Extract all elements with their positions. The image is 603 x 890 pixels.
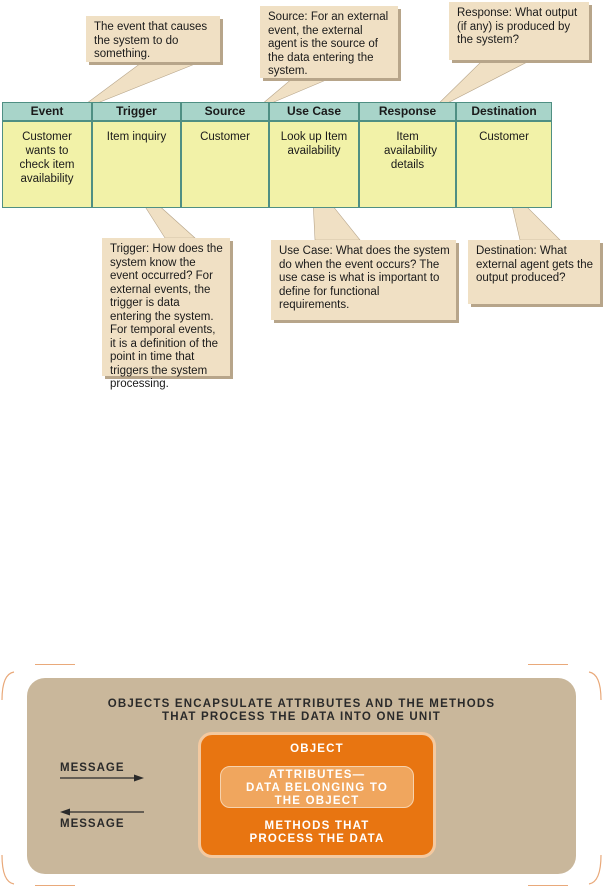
header-source: Source bbox=[181, 102, 269, 121]
source-callout bbox=[260, 6, 398, 78]
cell-use-case: Look up Item availability bbox=[269, 121, 359, 208]
table-header-row bbox=[2, 102, 552, 121]
cell-event: Customer wants to check item availability bbox=[2, 121, 92, 208]
cell-response: Item availability details bbox=[359, 121, 456, 208]
header-use-case: Use Case bbox=[269, 102, 359, 121]
use-case-callout-text: Use Case: What does the system do when the event occurs? The use case is what is important to define for functional requirements. bbox=[279, 245, 450, 311]
header-response: Response bbox=[359, 102, 456, 121]
object-panel-title bbox=[27, 698, 576, 724]
response-callout-text: Response: What output (if any) is produced by the system? bbox=[457, 7, 578, 46]
methods-line1: METHODS THAT bbox=[264, 820, 370, 832]
trigger-callout-text: Trigger: How does the system know the event occurred? For external events, the trigger is data entering the system. For temporal events, it is a definition of the point in time that triggers the system processing. bbox=[110, 243, 223, 390]
use-case-callout bbox=[271, 240, 456, 320]
event-callout bbox=[86, 16, 220, 62]
source-callout-text: Source: For an external event, the external agent is the source of the data entering the system. bbox=[268, 11, 389, 77]
header-trigger: Trigger bbox=[92, 102, 181, 121]
trigger-callout bbox=[102, 238, 230, 390]
methods-text bbox=[198, 820, 436, 846]
cell-source: Customer bbox=[181, 121, 269, 208]
table-row bbox=[2, 121, 552, 208]
cell-destination: Customer bbox=[456, 121, 552, 208]
response-callout bbox=[449, 2, 589, 60]
panel-title-line2: THAT PROCESS THE DATA INTO ONE UNIT bbox=[161, 711, 442, 723]
attributes-line1: ATTRIBUTES— bbox=[268, 769, 366, 781]
message-in-arrow-icon bbox=[58, 773, 148, 783]
attributes-line2: DATA BELONGING TO bbox=[246, 782, 388, 794]
methods-line2: PROCESS THE DATA bbox=[249, 833, 385, 845]
header-destination: Destination bbox=[456, 102, 552, 121]
event-table bbox=[2, 102, 552, 208]
cell-trigger: Item inquiry bbox=[92, 121, 181, 208]
object-label: OBJECT bbox=[290, 743, 344, 755]
message-in-label: MESSAGE bbox=[60, 762, 125, 774]
destination-callout-text: Destination: What external agent gets the output produced? bbox=[476, 245, 593, 284]
panel-title-line1: OBJECTS ENCAPSULATE ATTRIBUTES AND THE METHODS bbox=[107, 698, 496, 710]
attributes-line3: THE OBJECT bbox=[274, 795, 360, 807]
message-out-label: MESSAGE bbox=[60, 818, 125, 830]
attributes-text bbox=[220, 769, 414, 808]
event-callout-text: The event that causes the system to do something. bbox=[94, 21, 208, 60]
header-event: Event bbox=[2, 102, 92, 121]
destination-callout bbox=[468, 240, 600, 304]
message-out-arrow-icon bbox=[58, 807, 148, 817]
